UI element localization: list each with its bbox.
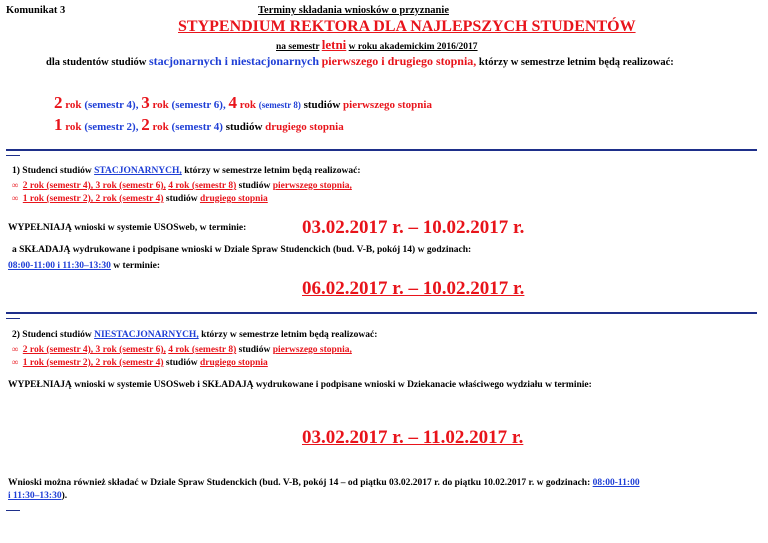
- heading-prefix: 2) Studenci studiów: [12, 330, 92, 340]
- line4-suffix: którzy w semestrze letnim będą realizować:: [478, 57, 674, 68]
- section2-dates: 03.02.2017 r. – 11.02.2017 r.: [302, 427, 524, 448]
- level-label: drugiego stopnia: [199, 358, 268, 368]
- section2-heading: [12, 330, 377, 340]
- komunikat-number: Komunikat 3: [6, 5, 66, 16]
- header-line1: Terminy składania wniosków o przyznanie: [258, 5, 449, 16]
- heading-prefix: 1) Studenci studiów: [12, 166, 92, 176]
- office-hours: 08:00-11:00 i 11:30–13:30: [8, 261, 111, 271]
- footer-divider-mark: [6, 510, 20, 511]
- semester-prefix: na semestr: [276, 42, 320, 52]
- header-line3: [276, 37, 478, 53]
- level-label: pierwszego stopnia,: [272, 345, 352, 355]
- level-label: drugiego stopnia: [199, 194, 268, 204]
- bullet-years: 2 rok (semestr 4), 3 rok (semestr 6),: [22, 181, 166, 191]
- section-divider: [6, 149, 757, 151]
- infinity-bullet-icon: ∞: [12, 193, 19, 203]
- section1-submit-dates: 06.02.2017 r. – 10.02.2017 r.: [302, 278, 525, 299]
- semester-label: (semestr 8): [258, 100, 301, 110]
- footer-hours: 08:00-11:00: [592, 478, 640, 488]
- section2-bullet-2: [12, 357, 268, 368]
- studies-word: studiów: [238, 345, 271, 355]
- year-word: rok: [239, 99, 257, 111]
- year-word: rok: [65, 121, 82, 133]
- semester-year: w roku akademickim 2016/2017: [348, 42, 478, 52]
- line4-types: stacjonarnych i niestacjonarnych: [149, 54, 319, 68]
- section1-bullet-2: [12, 193, 268, 204]
- year-number: 1: [54, 115, 63, 134]
- line4-prefix: dla studentów studiów: [46, 57, 147, 68]
- year-word: rok: [152, 121, 169, 133]
- year-number: 3: [141, 93, 150, 112]
- footer-end: ).: [61, 491, 68, 501]
- bullet-years: 1 rok (semestr 2), 2 rok (semestr 4): [22, 194, 164, 204]
- studies-word: studiów: [165, 194, 198, 204]
- year-word: rok: [65, 99, 82, 111]
- semester-label: (semestr 6),: [171, 99, 226, 111]
- document-title: STYPENDIUM REKTORA DLA NAJLEPSZYCH STUDENTÓW: [178, 18, 636, 35]
- year-word: rok: [152, 99, 169, 111]
- hours-suffix: w terminie:: [113, 261, 160, 271]
- summary-row-2: [54, 115, 344, 135]
- header-line4: [46, 54, 674, 69]
- bullet-years: 2 rok (semestr 4), 3 rok (semestr 6),: [22, 345, 166, 355]
- section-divider-mark: [6, 318, 20, 319]
- footer-hours: i 11:30–13:30: [8, 491, 62, 501]
- line4-levels: pierwszego i drugiego stopnia,: [321, 54, 477, 68]
- section1-fill-text: WYPEŁNIAJĄ wnioski w systemie USOSweb, w terminie:: [8, 223, 247, 233]
- heading-suffix: którzy w semestrze letnim będą realizować:: [201, 330, 378, 340]
- section1-hours-line: [8, 261, 160, 271]
- bullet-years: 4 rok (semestr 8): [168, 181, 237, 191]
- infinity-bullet-icon: ∞: [12, 180, 19, 190]
- level-label: drugiego stopnia: [265, 121, 344, 133]
- year-number: 4: [228, 93, 237, 112]
- section2-bullet-1: [12, 344, 352, 355]
- semester-label: (semestr 4),: [84, 99, 139, 111]
- section2-text: WYPEŁNIAJĄ wnioski w systemie USOSweb i SKŁADAJĄ wydrukowane i podpisane wnioski w Dziekanacie właściwego wydziału w terminie:: [8, 380, 592, 390]
- studies-word: studiów: [225, 121, 263, 133]
- section-divider-mark: [6, 155, 20, 156]
- semester-label: (semestr 2),: [84, 121, 139, 133]
- section1-bullet-1: [12, 180, 352, 191]
- studies-word: studiów: [165, 358, 198, 368]
- summary-row-1: [54, 93, 432, 113]
- section1-submit-text: a SKŁADAJĄ wydrukowane i podpisane wnioski w Dziale Spraw Studenckich (bud. V-B, pokój 14) w godzinach:: [12, 245, 472, 255]
- infinity-bullet-icon: ∞: [12, 357, 19, 367]
- section-divider: [6, 312, 757, 314]
- heading-suffix: którzy w semestrze letnim będą realizować:: [184, 166, 361, 176]
- level-label: pierwszego stopnia,: [272, 181, 352, 191]
- bullet-years: 1 rok (semestr 2), 2 rok (semestr 4): [22, 358, 164, 368]
- studies-word: studiów: [238, 181, 271, 191]
- infinity-bullet-icon: ∞: [12, 344, 19, 354]
- year-number: 2: [141, 115, 150, 134]
- level-label: pierwszego stopnia: [343, 99, 432, 111]
- semester-label: (semestr 4): [171, 121, 223, 133]
- heading-type: NIESTACJONARNYCH,: [94, 330, 199, 340]
- footer-text: Wnioski można również składać w Dziale Spraw Studenckich (bud. V-B, pokój 14 – od piątku 03.02.2017 r. do piątku 10.02.2017 r. w godzinach:: [8, 478, 591, 488]
- bullet-years: 4 rok (semestr 8): [168, 345, 237, 355]
- section1-fill-dates: 03.02.2017 r. – 10.02.2017 r.: [302, 217, 525, 238]
- studies-word: studiów: [303, 99, 341, 111]
- semester-letni: letni: [321, 37, 347, 52]
- heading-type: STACJONARNYCH,: [94, 166, 182, 176]
- footer-note: [8, 477, 748, 503]
- year-number: 2: [54, 93, 63, 112]
- section1-heading: [12, 166, 361, 176]
